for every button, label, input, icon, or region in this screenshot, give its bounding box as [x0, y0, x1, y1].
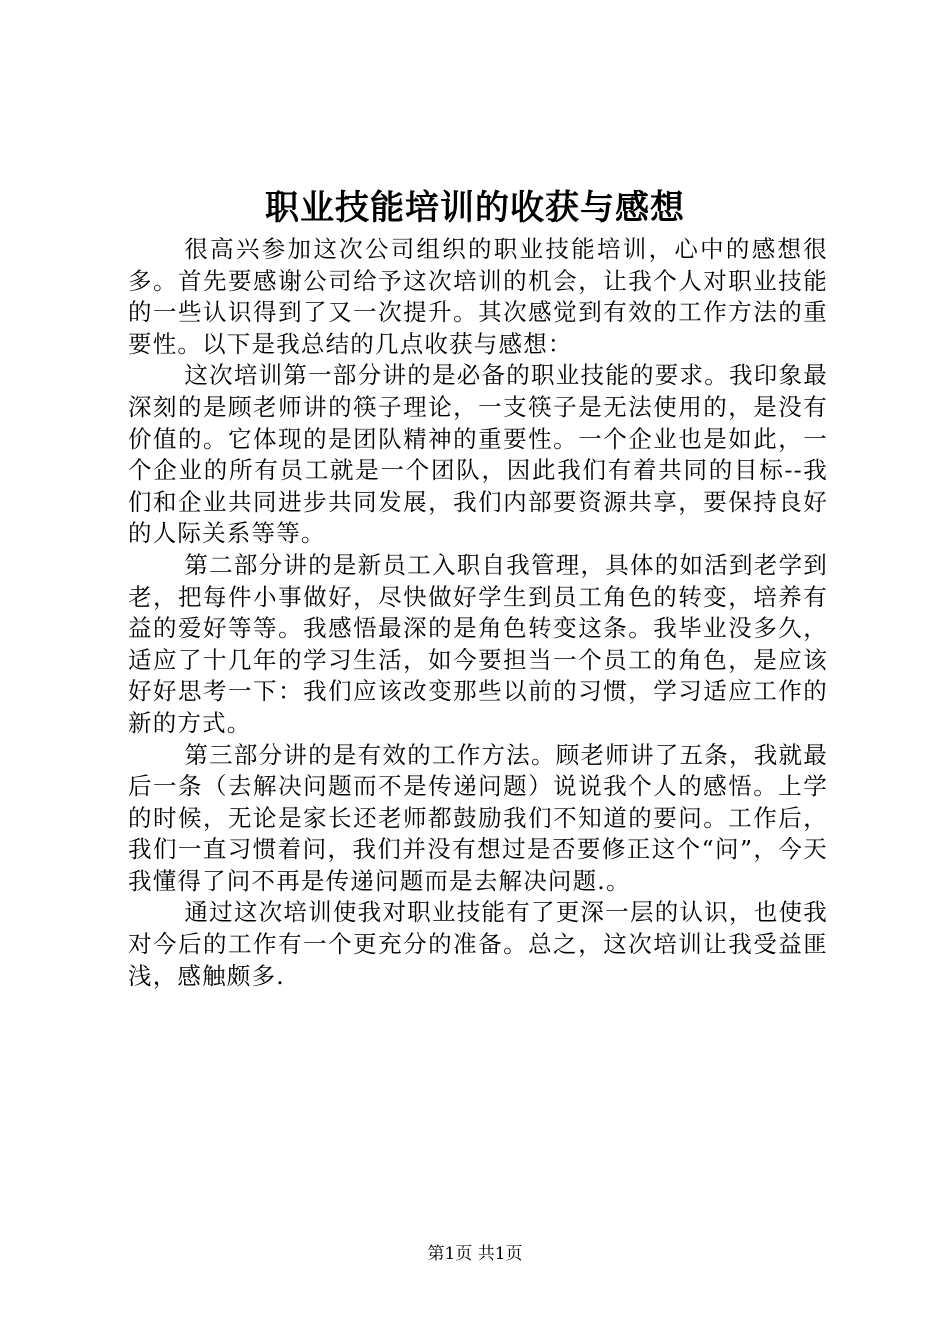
page-footer: 第1页 共1页 [427, 1244, 523, 1264]
paragraph-part-two: 第二部分讲的是新员工入职自我管理，具体的如活到老学到老，把每件小事做好，尽快做好学生到员工角色的转变，培养有益的爱好等等。我感悟最深的是角色转变这条。我毕业没多久，适应了十几年的学习生活，如今要担当一个员工的角色，是应该好好思考一下：我们应该改变那些以前的习惯，学习适应工作的新的方式。 [128, 550, 828, 737]
paragraph-intro: 很高兴参加这次公司组织的职业技能培训，心中的感想很多。首先要感谢公司给予这次培训的机会，让我个人对职业技能的一些认识得到了又一次提升。其次感觉到有效的工作方法的重要性。以下是我总结的几点收获与感想： [128, 235, 828, 358]
document-body [128, 234, 828, 992]
paragraph-conclusion: 通过这次培训使我对职业技能有了更深一层的认识，也使我对今后的工作有一个更充分的准备。总之，这次培训让我受益匪浅，感触颇多. [128, 898, 828, 990]
paragraph-part-one: 这次培训第一部分讲的是必备的职业技能的要求。我印象最深刻的是顾老师讲的筷子理论，一支筷子是无法使用的，是没有价值的。它体现的是团队精神的重要性。一个企业也是如此，一个企业的所有员工就是一个团队，因此我们有着共同的目标--我们和企业共同进步共同发展，我们内部要资源共享，要保持良好的人际关系等等。 [128, 361, 828, 548]
document-title: 职业技能培训的收获与感想 [265, 188, 685, 228]
paragraph-part-three: 第三部分讲的是有效的工作方法。顾老师讲了五条，我就最后一条（去解决问题而不是传递问题）说说我个人的感悟。上学的时候，无论是家长还老师都鼓励我们不知道的要问。工作后，我们一直习惯着问，我们并没有想过是否要修正这个“问”，今天我懂得了问不再是传递问题而是去解决问题.。 [128, 740, 828, 895]
